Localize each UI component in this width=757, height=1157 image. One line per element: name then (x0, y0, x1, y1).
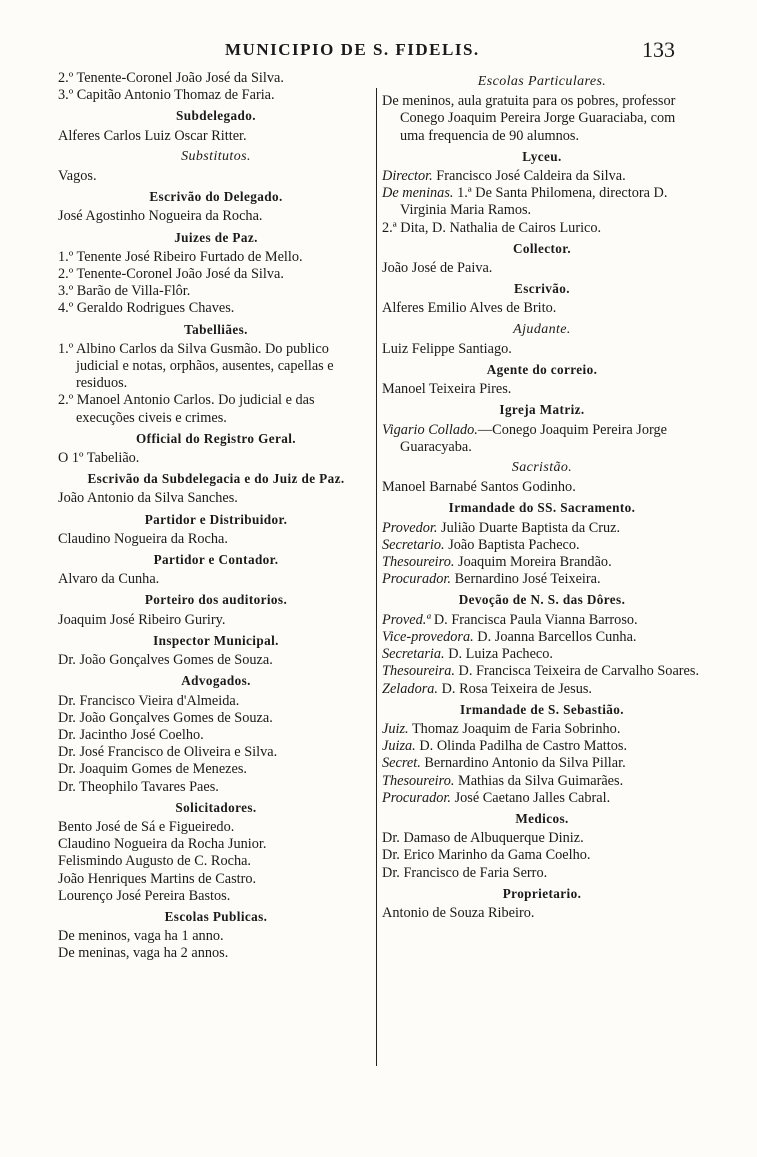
list-item: 2.º Manoel Antonio Carlos. Do judicial e das execuções civeis e crimes. (58, 392, 315, 426)
column-divider (376, 88, 377, 1066)
role-label: Thesoureira. (382, 663, 455, 680)
entry-name: Joaquim Moreira Brandão. (458, 554, 612, 571)
page-header (0, 37, 757, 68)
section-heading: Partidor e Contador. (153, 552, 279, 568)
section-heading: Juizes de Paz. (174, 229, 258, 245)
role-label: Proved.ª (382, 611, 431, 628)
page-number: 133 (642, 37, 675, 62)
list-item: Manoel Teixeira Pires. (382, 381, 512, 398)
list-item (382, 721, 702, 738)
role-label: Secretaria. (382, 646, 445, 663)
role-label: Vigario Collado. (382, 421, 478, 438)
list-item: De meninos, aula gratuita para os pobres, professor Conego Joaquim Pereira Jorge Guaraciaba, com uma frequencia de 90 alumnos. (382, 93, 676, 144)
list-item: 2.ª Dita, D. Nathalia de Cairos Lurico. (382, 219, 602, 236)
list-item: Claudino Nogueira da Rocha Junior. (58, 836, 267, 853)
role-label: Thesoureiro. (382, 772, 455, 789)
section-heading: Lyceu. (522, 148, 562, 164)
entry-name: Mathias da Silva Guimarães. (458, 772, 624, 789)
section-heading: Advogados. (181, 673, 251, 689)
list-item: Dr. Francisco de Faria Serro. (382, 864, 548, 881)
list-item: Claudino Nogueira da Rocha. (58, 530, 228, 547)
section-heading: Igreja Matriz. (499, 402, 585, 418)
role-label: Zeladora. (382, 680, 439, 697)
entry-name: Julião Duarte Baptista da Cruz. (441, 519, 621, 536)
role-label: Procurador. (382, 571, 451, 588)
section-heading: Substitutos. (181, 148, 251, 164)
list-item: De meninas, vaga ha 2 annos. (58, 945, 229, 962)
list-item (382, 663, 702, 680)
list-item: Luiz Felippe Santiago. (382, 340, 512, 357)
list-item: Dr. Damaso de Albuquerque Diniz. (382, 830, 584, 847)
list-item (382, 554, 702, 571)
section-heading: Escolas Particulares. (477, 74, 607, 89)
list-item: O 1º Tabelião. (58, 450, 140, 467)
list-item: Felismindo Augusto de C. Rocha. (58, 853, 252, 870)
role-label: Procurador. (382, 789, 451, 806)
list-item: Alferes Emilio Alves de Brito. (382, 300, 557, 317)
list-item: De meninos, vaga ha 1 anno. (58, 928, 224, 945)
entry-name: D. Joanna Barcellos Cunha. (477, 628, 637, 645)
entry-name: D. Francisca Paula Vianna Barroso. (433, 611, 638, 628)
role-label: Vice-provedora. (382, 628, 474, 645)
role-label: Juiz. (382, 720, 409, 737)
section-heading: Devoção de N. S. das Dôres. (458, 592, 626, 608)
section-heading: Inspector Municipal. (153, 632, 279, 648)
left-column (58, 70, 374, 963)
list-item: Bento José de Sá e Figueiredo. (58, 818, 235, 835)
list-item: 3.º Capitão Antonio Thomaz de Faria. (58, 87, 275, 104)
list-item: Joaquim José Ribeiro Guriry. (58, 611, 226, 628)
section-heading: Ajudante. (513, 321, 571, 337)
list-item: Dr. João Gonçalves Gomes de Souza. (58, 652, 273, 669)
list-item: 2.º Tenente-Coronel João José da Silva. (58, 70, 284, 86)
role-label: Secretario. (382, 536, 445, 553)
list-item: Lourenço José Pereira Bastos. (58, 887, 231, 904)
list-item: João Henriques Martins de Castro. (58, 870, 257, 887)
section-heading: Escrivão. (514, 281, 570, 297)
list-item (382, 520, 702, 537)
list-item (382, 629, 702, 646)
entry-name: D. Luiza Pacheco. (448, 646, 553, 663)
list-item (382, 790, 702, 807)
entry-name: 1.ª De Santa Philomena, directora D. Virginia Maria Ramos. (400, 185, 668, 219)
section-heading: Solicitadores. (175, 799, 257, 815)
list-item: 1.º Tenente José Ribeiro Furtado de Mello. (58, 248, 303, 265)
entry-name: —Conego Joaquim Pereira Jorge Guaracyaba. (400, 421, 667, 455)
entry-name: João Baptista Pacheco. (448, 536, 580, 553)
list-item: Alvaro da Cunha. (58, 571, 160, 588)
section-heading: Tabelliães. (184, 321, 248, 337)
section-heading: Porteiro dos auditorios. (144, 592, 288, 608)
list-item: Dr. José Francisco de Oliveira e Silva. (58, 744, 278, 761)
list-item (382, 571, 702, 588)
list-item (382, 755, 702, 772)
list-item (382, 681, 702, 698)
list-item: 3.º Barão de Villa-Flôr. (58, 283, 191, 300)
list-item: Dr. Erico Marinho da Gama Coelho. (382, 847, 591, 864)
list-item (382, 773, 702, 790)
list-item (382, 168, 702, 185)
list-item (382, 537, 702, 554)
list-item: Dr. Francisco Vieira d'Almeida. (58, 692, 240, 709)
entry-name: D. Rosa Teixeira de Jesus. (441, 680, 593, 697)
section-heading: Collector. (512, 240, 572, 256)
role-label: De meninas. (382, 185, 454, 202)
section-heading: Proprietario. (502, 885, 582, 901)
section-heading: Escolas Publicas. (164, 908, 268, 924)
role-label: Juiza. (382, 738, 416, 755)
list-item: Dr. Theophilo Tavares Paes. (58, 778, 219, 795)
role-label: Secret. (382, 755, 421, 772)
entry-name: Bernardino Antonio da Silva Pillar. (424, 755, 626, 772)
page-title: MUNICIPIO DE S. FIDELIS. (225, 40, 480, 59)
role-label: Director. (382, 168, 433, 185)
role-label: Provedor. (382, 519, 438, 536)
list-item: Alferes Carlos Luiz Oscar Ritter. (58, 127, 247, 144)
section-heading: Sacristão. (511, 460, 573, 476)
section-heading: Subdelegado. (176, 108, 256, 124)
entry-name: Francisco José Caldeira da Silva. (436, 168, 626, 185)
section-heading: Irmandade de S. Sebastião. (460, 701, 624, 717)
list-item: 2.º Tenente-Coronel João José da Silva. (58, 266, 284, 283)
section-heading: Partidor e Distribuidor. (144, 511, 288, 527)
list-item: Dr. Joaquim Gomes de Menezes. (58, 761, 247, 778)
list-item: Vagos. (58, 168, 97, 185)
list-item: 4.º Geraldo Rodrigues Chaves. (58, 300, 235, 317)
list-item (382, 422, 702, 456)
list-item: João Antonio da Silva Sanches. (58, 490, 238, 507)
list-item: 1.º Albino Carlos da Silva Gusmão. Do publico judicial e notas, orphãos, ausentes, capellas e residuos. (58, 340, 334, 392)
list-item (382, 646, 702, 663)
section-heading: Escrivão do Delegado. (149, 189, 283, 205)
section-heading: Irmandade do SS. Sacramento. (448, 500, 636, 516)
list-item: José Agostinho Nogueira da Rocha. (58, 208, 263, 225)
entry-name: José Caetano Jalles Cabral. (454, 789, 611, 806)
list-item: Dr. Jacintho José Coelho. (58, 726, 204, 743)
entry-name: Bernardino José Teixeira. (454, 571, 601, 588)
list-item: Antonio de Souza Ribeiro. (382, 904, 535, 921)
list-item: Manoel Barnabé Santos Godinho. (382, 479, 576, 496)
entry-name: D. Francisca Teixeira de Carvalho Soares. (458, 663, 700, 680)
section-heading: Agente do correio. (486, 362, 598, 378)
right-column (382, 70, 702, 922)
entry-name: D. Olinda Padilha de Castro Mattos. (419, 738, 628, 755)
role-label: Thesoureiro. (382, 554, 455, 571)
list-item (382, 612, 702, 629)
section-heading: Medicos. (515, 810, 569, 826)
section-heading: Official do Registro Geral. (136, 430, 296, 446)
entry-name: Thomaz Joaquim de Faria Sobrinho. (411, 720, 621, 737)
list-item (382, 185, 702, 219)
section-heading: Escrivão da Subdelegacia e do Juiz de Paz. (87, 471, 345, 487)
list-item: Dr. João Gonçalves Gomes de Souza. (58, 709, 273, 726)
list-item (382, 738, 702, 755)
list-item: João José de Paiva. (382, 260, 493, 277)
